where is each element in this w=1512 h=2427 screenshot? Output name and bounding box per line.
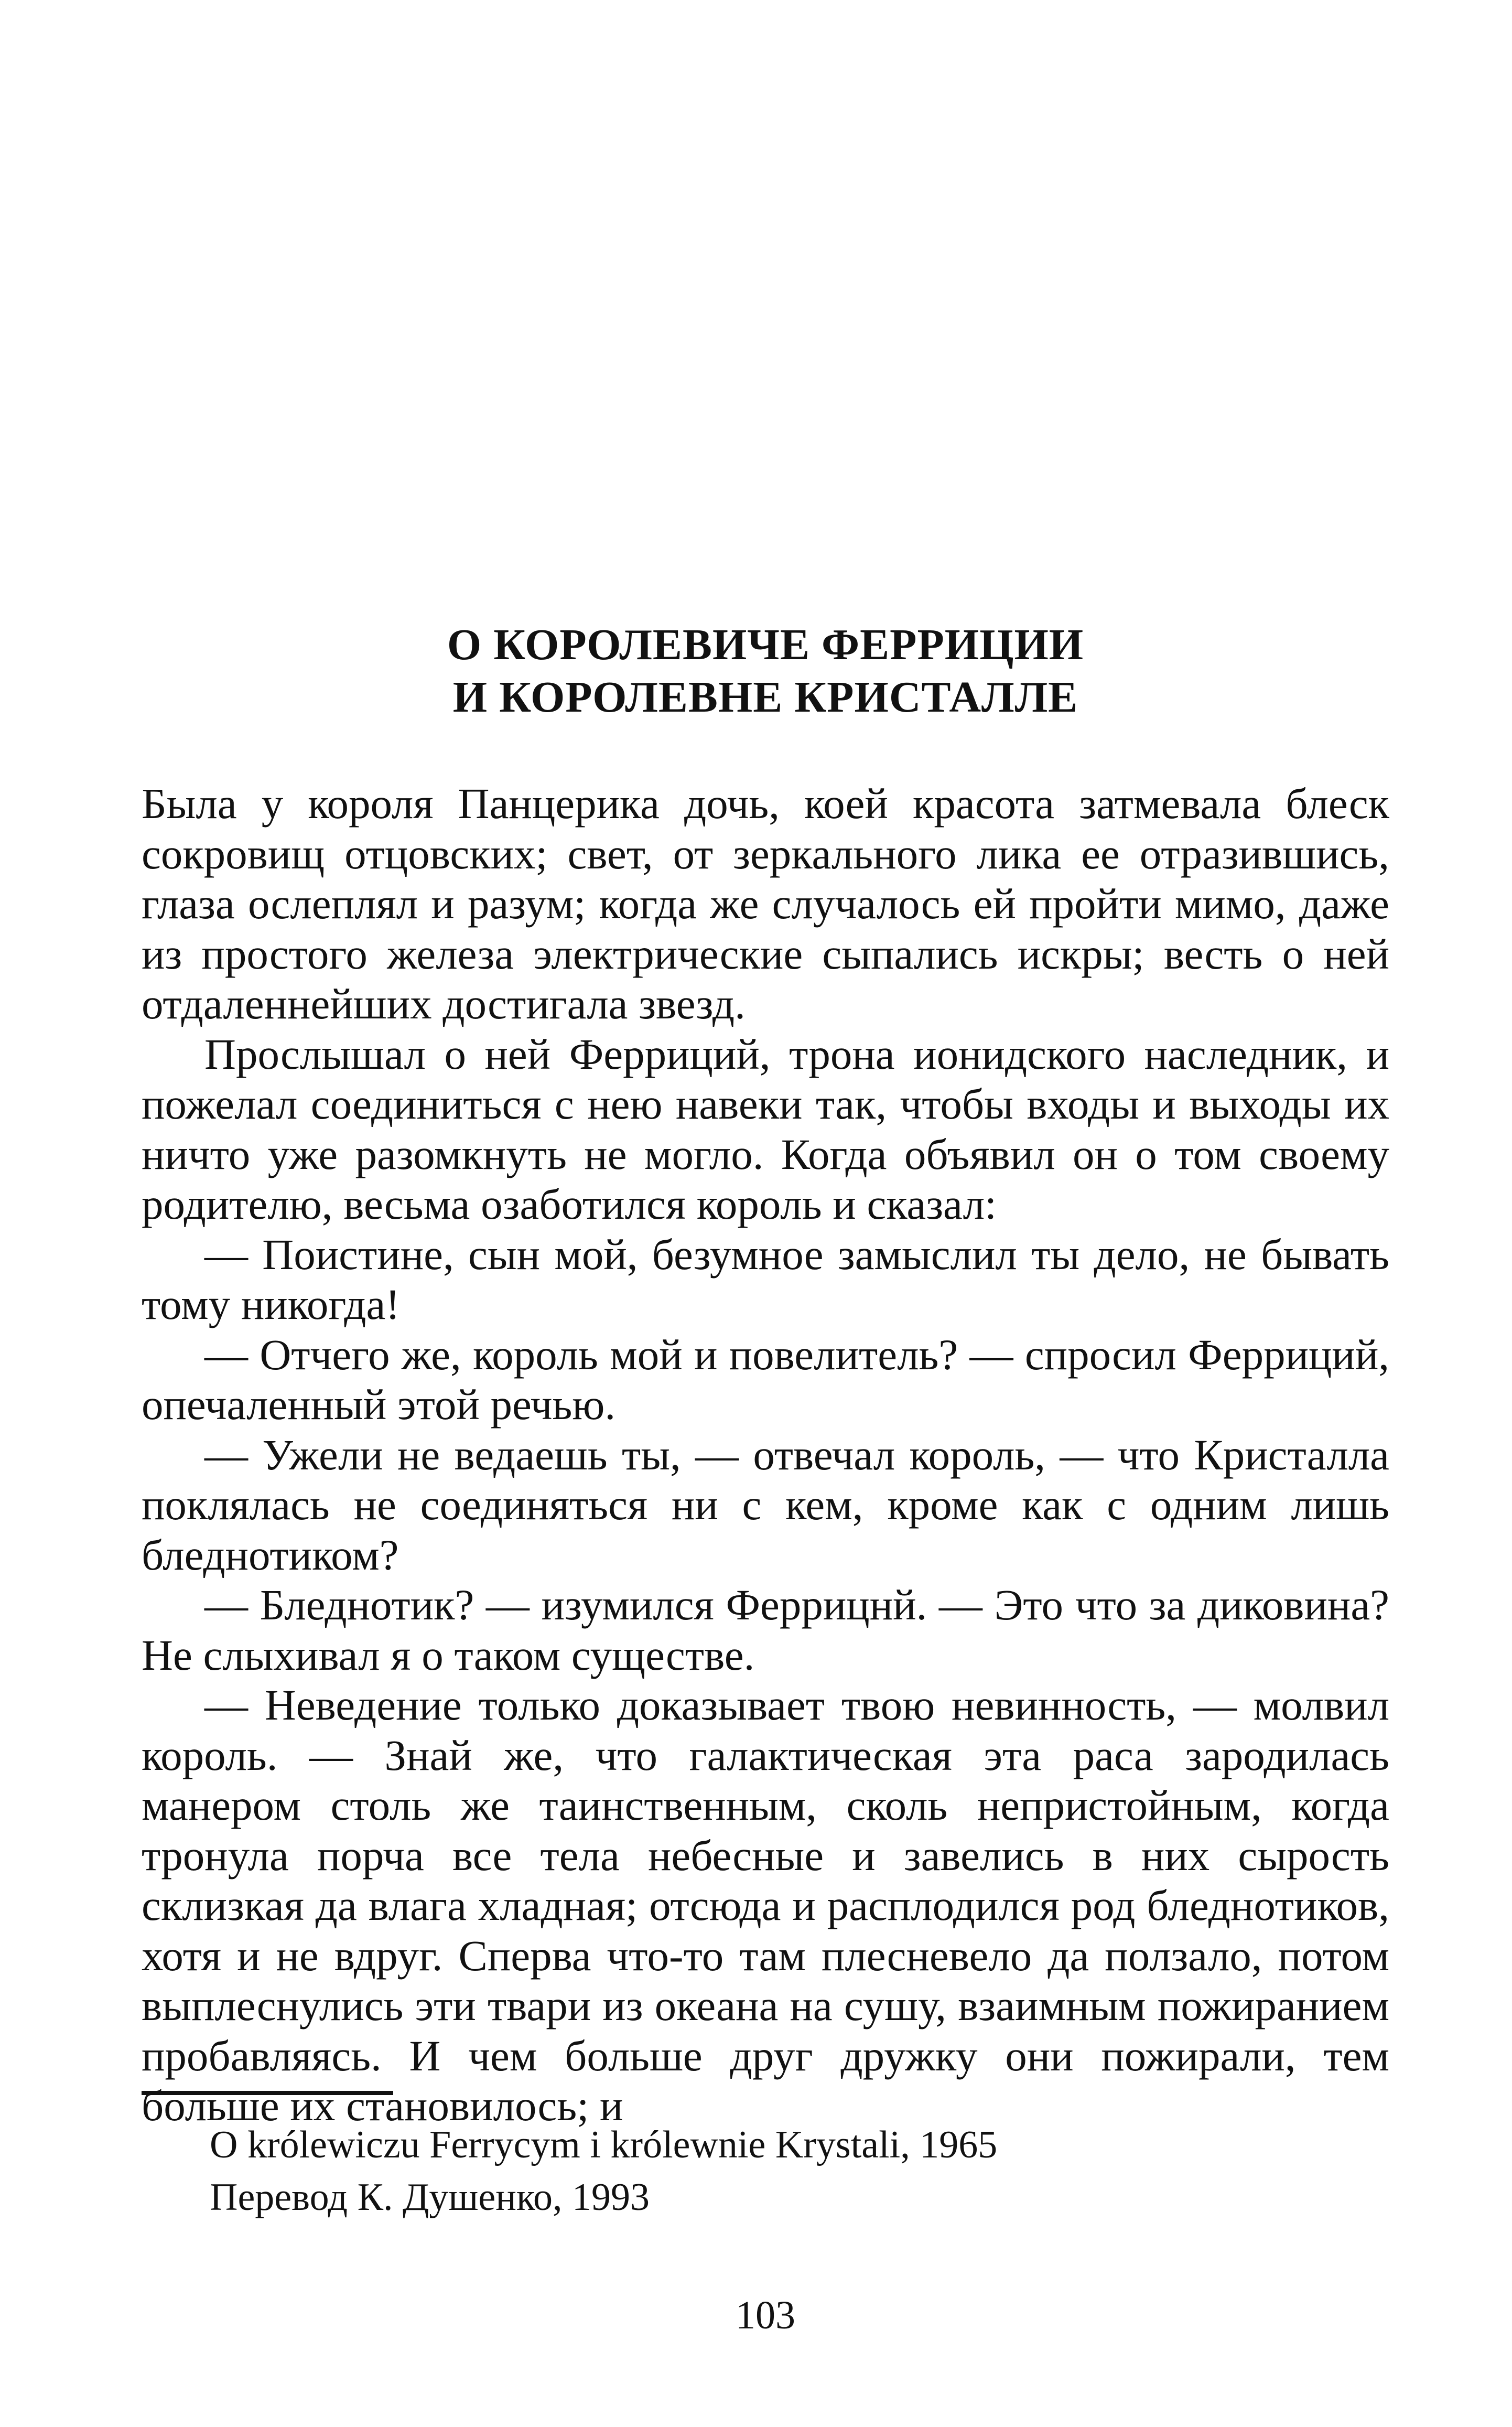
paragraph: Прослышал о ней Ферриций, трона ионидского наследник, и пожелал соединиться с нею навеки так, чтобы входы и выходы их ничто уже разомкнуть не могло. Когда объявил он о том своему родителю, весьма озаботился король и сказал:: [142, 1029, 1389, 1228]
dialogue-paragraph: — Ужели не ведаешь ты, — отвечал король, — что Кристалла поклялась не соединяться ни с кем, кроме как с одним лишь бледнотиком?: [142, 1430, 1389, 1579]
page-number: 103: [736, 2293, 795, 2337]
dialogue-paragraph: — Неведение только доказывает твою невинность, — молвил король. — Знай же, что галактическая эта раса зародилась манером столь же таинственным, сколь непристойным, когда тронула порча все тела небесные и завелись в них сырость склизкая да влага хладная; отсюда и расплодился род бледнотиков, хотя и не вдруг. Сперва что-то там плесневело да ползало, потом выплеснулись эти твари из океана на сушу, взаимным пожиранием пробавляясь. И чем больше друг дружку они пожирали, тем больше их становилось; и: [142, 1681, 1389, 2130]
paragraph: Была у короля Панцерика дочь, коей красота затмевала блеск сокровищ отцовских; свет, от зеркального лика ее отразившись, глаза ослеплял и разум; когда же случалось ей пройти мимо, даже из простого железа электрические сыпались искры; весть о ней отдаленнейших достигала звезд.: [142, 779, 1389, 1028]
chapter-title-line-2: И КОРОЛЕВНЕ КРИСТАЛЛЕ: [452, 673, 1078, 722]
book-page: [142, 0, 1389, 2427]
original-title-note: O królewiczu Ferrycym i królewnie Krystali, 1965: [210, 2123, 998, 2166]
story-text: [142, 779, 1389, 2131]
footnote-divider: [142, 2091, 393, 2095]
chapter-title: [142, 619, 1389, 724]
dialogue-paragraph: — Бледнотик? — изумился Феррицнй. — Это что за диковина? Не слыхивал я о таком существе.: [142, 1581, 1389, 1679]
chapter-title-line-1: О КОРОЛЕВИЧЕ ФЕРРИЦИИ: [447, 620, 1084, 669]
footnote: [210, 2119, 1363, 2224]
translator-note: Перевод К. Душенко, 1993: [210, 2176, 650, 2219]
dialogue-paragraph: — Поистине, сын мой, безумное замыслил ты дело, не бывать тому никогда!: [142, 1230, 1389, 1328]
dialogue-paragraph: — Отчего же, король мой и повелитель? — спросил Ферриций, опечаленный этой речью.: [142, 1330, 1389, 1429]
